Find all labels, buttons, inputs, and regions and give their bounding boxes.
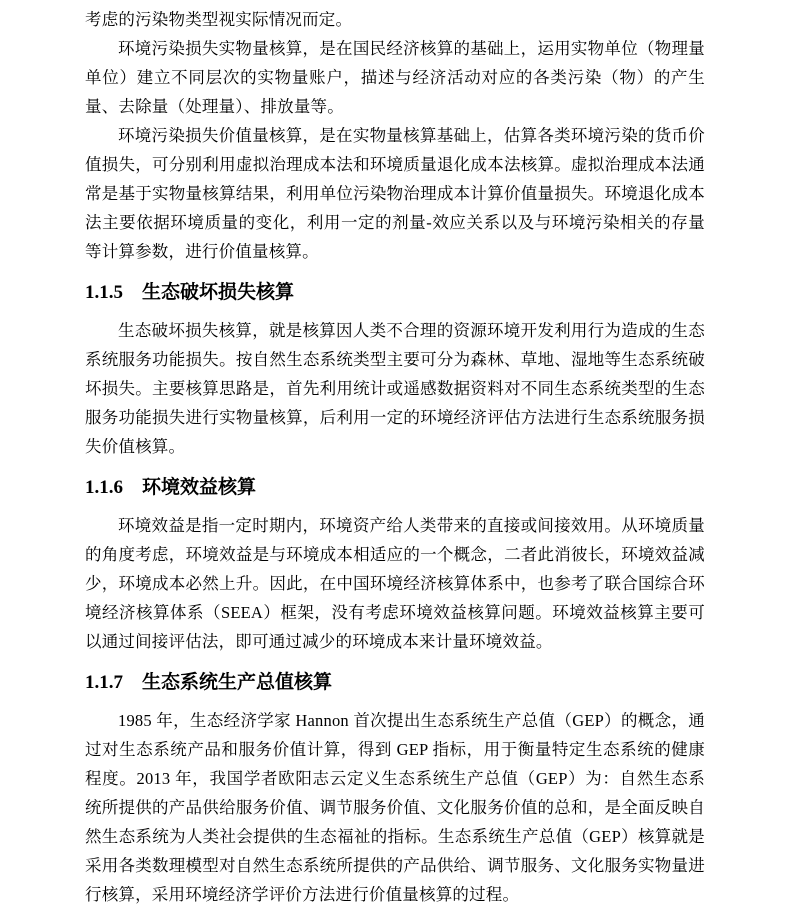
section-number: 1.1.6 bbox=[85, 477, 123, 498]
section-title: 生态破坏损失核算 bbox=[142, 282, 295, 303]
section-heading-115 bbox=[85, 280, 705, 306]
section-title: 生态系统生产总值核算 bbox=[142, 672, 333, 693]
section-number: 1.1.7 bbox=[85, 672, 123, 693]
section-number: 1.1.5 bbox=[85, 282, 123, 303]
paragraph-intro-fragment: 考虑的污染物类型视实际情况而定。 bbox=[85, 10, 353, 29]
section-heading-116 bbox=[85, 475, 705, 501]
paragraph-section-116-body: 环境效益是指一定时期内，环境资产给人类带来的直接或间接效用。从环境质量的角度考虑，环境效益是与环境成本相适应的一个概念，二者此消彼长，环境效益减少，环境成本必然上升。因此，在中国环境经济核算体系中，也参考了联合国综合环境经济核算体系（SEEA）框架，没有考虑环境效益核算问题。环境效益核算主要可以通过间接评估法，即可通过减少的环境成本来计量环境效益。 bbox=[85, 516, 705, 651]
paragraph-section-117-body: 1985 年，生态经济学家 Hannon 首次提出生态系统生产总值（GEP）的概念，通过对生态系统产品和服务价值计算，得到 GEP 指标，用于衡量特定生态系统的健康程度。2013 年，我国学者欧阳志云定义生态系统生产总值（GEP）为：自然生态系统所提供的产品供给服务价值、调节服务价值、文化服务价值的总和，是全面反映自然生态系统为人类社会提供的生态福祉的指标。生态系统生产总值（GEP）核算就是采用各类数理模型对自然生态系统所提供的产品供给、调节服务、文化服务实物量进行核算，采用环境经济学评价方法进行价值量核算的过程。 bbox=[85, 711, 705, 904]
section-heading-117 bbox=[85, 670, 705, 696]
section-title: 环境效益核算 bbox=[142, 477, 257, 498]
paragraph-value-accounting: 环境污染损失价值量核算，是在实物量核算基础上，估算各类环境污染的货币价值损失，可分别利用虚拟治理成本法和环境质量退化成本法核算。虚拟治理成本法通常是基于实物量核算结果，利用单位污染物治理成本计算价值量损失。环境退化成本法主要依据环境质量的变化，利用一定的剂量-效应关系以及与环境污染相关的存量等计算参数，进行价值量核算。 bbox=[85, 126, 705, 261]
paragraph-section-115-body: 生态破坏损失核算，就是核算因人类不合理的资源环境开发利用行为造成的生态系统服务功能损失。按自然生态系统类型主要可分为森林、草地、湿地等生态系统破坏损失。主要核算思路是，首先利用统计或遥感数据资料对不同生态系统类型的生态服务功能损失进行实物量核算，后利用一定的环境经济评估方法进行生态系统服务损失价值核算。 bbox=[85, 321, 705, 456]
paragraph-physical-accounting: 环境污染损失实物量核算，是在国民经济核算的基础上，运用实物单位（物理量单位）建立不同层次的实物量账户，描述与经济活动对应的各类污染（物）的产生量、去除量（处理量）、排放量等。 bbox=[85, 39, 705, 116]
